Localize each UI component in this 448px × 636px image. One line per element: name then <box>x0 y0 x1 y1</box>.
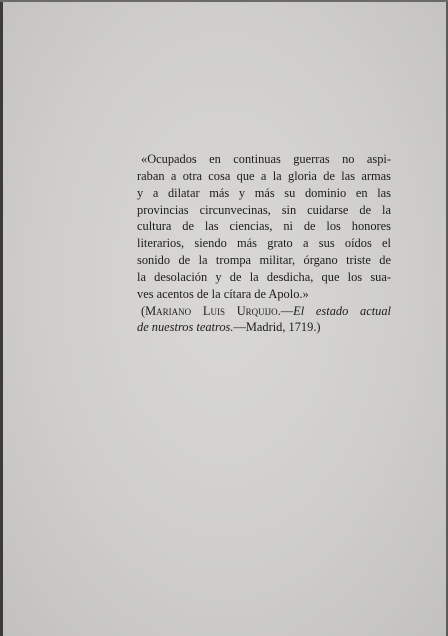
citation-place-year: Madrid, 1719.) <box>245 320 321 335</box>
citation-author: Mariano Luis Urquijo. <box>145 303 281 318</box>
quote-line: literarios, siendo más grato a sus oídos el <box>137 236 391 251</box>
citation-work-title: El estado actual <box>293 303 392 318</box>
quote-line: sonido de la trompa militar, órgano triste de <box>137 253 391 268</box>
page-edge-left <box>0 0 3 636</box>
citation-line-2 <box>137 319 391 336</box>
citation-dash: — <box>233 320 246 335</box>
citation-dash: — <box>280 303 294 318</box>
quote-line: la desolación y de la desdicha, que los sua- <box>137 269 391 284</box>
quote-line: raban a otra cosa que a la gloria de las armas <box>137 168 391 183</box>
quote-line: cultura de las ciencias, ni de los honores <box>137 219 391 234</box>
citation-work-title-cont: de nuestros teatros. <box>137 320 234 335</box>
citation-line-1 <box>137 303 391 320</box>
page-edge-top <box>0 0 448 2</box>
quote-line: ves acentos de la cítara de Apolo.» <box>137 286 309 301</box>
quote-line: provincias circunvecinas, sin cuidarse de la <box>137 202 391 217</box>
citation-open-paren: ( <box>141 303 146 318</box>
epigraph <box>137 151 391 336</box>
citation <box>137 303 391 337</box>
quote-line: y a dilatar más y más su dominio en las <box>137 185 391 200</box>
quote-line: «Ocupados en continuas guerras no aspi- <box>141 152 391 166</box>
